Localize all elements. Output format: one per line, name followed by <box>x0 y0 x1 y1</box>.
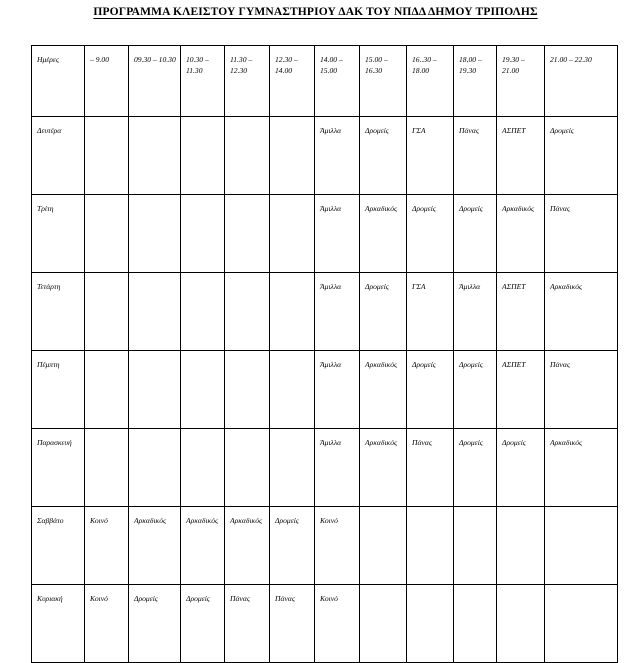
schedule-cell: ΑΣΠΕΤ <box>497 273 545 351</box>
table-row <box>32 117 618 195</box>
schedule-cell: Κοινό <box>315 585 360 663</box>
schedule-cell <box>181 195 225 273</box>
row-label-day: Τρίτη <box>32 195 85 273</box>
schedule-cell: Κοινό <box>85 507 129 585</box>
schedule-cell: Δρομείς <box>454 429 497 507</box>
row-label-day: Παρασκευή <box>32 429 85 507</box>
schedule-cell <box>545 507 618 585</box>
schedule-cell: Αρκαδικός <box>360 429 407 507</box>
schedule-cell <box>360 585 407 663</box>
row-label-day: Δευτέρα <box>32 117 85 195</box>
schedule-cell: Αρκαδικός <box>360 351 407 429</box>
schedule-cell: Άμιλλα <box>454 273 497 351</box>
schedule-cell: Δρομείς <box>497 429 545 507</box>
schedule-cell <box>360 507 407 585</box>
schedule-cell: Άμιλλα <box>315 429 360 507</box>
schedule-cell: Πάνας <box>545 195 618 273</box>
schedule-table-body <box>32 46 618 663</box>
schedule-cell: Πάνας <box>545 351 618 429</box>
row-label-day: Πέμπτη <box>32 351 85 429</box>
table-row <box>32 585 618 663</box>
schedule-cell <box>225 195 270 273</box>
schedule-cell: ΑΣΠΕΤ <box>497 351 545 429</box>
column-header-slot-7: 15.00 – 16.30 <box>360 46 407 117</box>
schedule-cell <box>129 273 181 351</box>
row-label-day: Σαββάτο <box>32 507 85 585</box>
schedule-cell <box>497 585 545 663</box>
schedule-cell <box>129 429 181 507</box>
schedule-cell <box>85 273 129 351</box>
schedule-cell: Κοινό <box>315 507 360 585</box>
schedule-cell <box>225 273 270 351</box>
schedule-cell <box>181 429 225 507</box>
schedule-cell: Άμιλλα <box>315 273 360 351</box>
column-header-slot-5: 12.30 – 14.00 <box>270 46 315 117</box>
table-header-row <box>32 46 618 117</box>
row-label-day: Κυριακή <box>32 585 85 663</box>
schedule-cell <box>85 351 129 429</box>
schedule-cell: Αρκαδικός <box>225 507 270 585</box>
schedule-cell: ΓΣΑ <box>407 273 454 351</box>
schedule-cell: Δρομείς <box>454 195 497 273</box>
schedule-cell <box>270 351 315 429</box>
schedule-cell <box>270 429 315 507</box>
schedule-cell: Άμιλλα <box>315 117 360 195</box>
schedule-cell: Πάνας <box>454 117 497 195</box>
schedule-cell <box>545 585 618 663</box>
schedule-cell <box>129 117 181 195</box>
schedule-cell: Δρομείς <box>407 351 454 429</box>
schedule-cell <box>181 117 225 195</box>
schedule-cell <box>454 585 497 663</box>
page-title-text: ΠΡΟΓΡΑΜΜΑ ΚΛΕΙΣΤΟΥ ΓΥΜΝΑΣΤΗΡΙΟΥ ΔΑΚ ΤΟΥ ΝΠΔΔ ΔΗΜΟΥ ΤΡΙΠΟΛΗΣ <box>93 6 538 18</box>
schedule-cell: Δρομείς <box>129 585 181 663</box>
schedule-cell <box>129 351 181 429</box>
schedule-cell <box>497 507 545 585</box>
column-header-slot-10: 19.30 – 21.00 <box>497 46 545 117</box>
column-header-slot-4: 11.30 – 12.30 <box>225 46 270 117</box>
schedule-cell: Δρομείς <box>270 507 315 585</box>
schedule-cell: Αρκαδικός <box>545 429 618 507</box>
table-row <box>32 273 618 351</box>
column-header-slot-9: 18,00 – 19.30 <box>454 46 497 117</box>
schedule-cell: Δρομείς <box>454 351 497 429</box>
schedule-table <box>31 45 618 663</box>
column-header-slot-6: 14.00 – 15.00 <box>315 46 360 117</box>
column-header-slot-1: – 9.00 <box>85 46 129 117</box>
schedule-cell: Άμιλλα <box>315 195 360 273</box>
schedule-cell <box>129 195 181 273</box>
schedule-cell <box>85 429 129 507</box>
schedule-cell: Δρομείς <box>360 117 407 195</box>
schedule-cell: ΓΣΑ <box>407 117 454 195</box>
schedule-cell: Αρκαδικός <box>129 507 181 585</box>
schedule-cell: Αρκαδικός <box>545 273 618 351</box>
schedule-cell <box>270 273 315 351</box>
schedule-cell: Κοινό <box>85 585 129 663</box>
schedule-cell: Πάνας <box>407 429 454 507</box>
schedule-cell: Αρκαδικός <box>497 195 545 273</box>
table-row <box>32 429 618 507</box>
schedule-cell <box>85 195 129 273</box>
page-title <box>0 5 631 20</box>
schedule-cell: Δρομείς <box>545 117 618 195</box>
column-header-slot-11: 21.00 – 22.30 <box>545 46 618 117</box>
table-row <box>32 507 618 585</box>
schedule-cell: Αρκαδικός <box>181 507 225 585</box>
schedule-table-container <box>31 45 617 663</box>
schedule-cell <box>270 195 315 273</box>
schedule-cell: Άμιλλα <box>315 351 360 429</box>
schedule-cell: Πάνας <box>270 585 315 663</box>
schedule-cell: Αρκαδικός <box>360 195 407 273</box>
table-row <box>32 351 618 429</box>
schedule-cell <box>225 429 270 507</box>
schedule-cell: Δρομείς <box>360 273 407 351</box>
schedule-cell: Πάνας <box>225 585 270 663</box>
schedule-cell: ΑΣΠΕΤ <box>497 117 545 195</box>
schedule-cell: Δρομείς <box>181 585 225 663</box>
schedule-cell <box>181 351 225 429</box>
column-header-days: Ημέρες <box>32 46 85 117</box>
column-header-slot-3: 10.30 – 11.30 <box>181 46 225 117</box>
column-header-slot-8: 16..30 – 18.00 <box>407 46 454 117</box>
schedule-cell <box>407 585 454 663</box>
schedule-cell <box>181 273 225 351</box>
schedule-cell <box>225 351 270 429</box>
schedule-cell <box>85 117 129 195</box>
schedule-cell <box>225 117 270 195</box>
schedule-cell: Δρομείς <box>407 195 454 273</box>
schedule-cell <box>270 117 315 195</box>
schedule-cell <box>454 507 497 585</box>
table-row <box>32 195 618 273</box>
row-label-day: Τετάρτη <box>32 273 85 351</box>
column-header-slot-2: 09.30 – 10.30 <box>129 46 181 117</box>
schedule-cell <box>407 507 454 585</box>
